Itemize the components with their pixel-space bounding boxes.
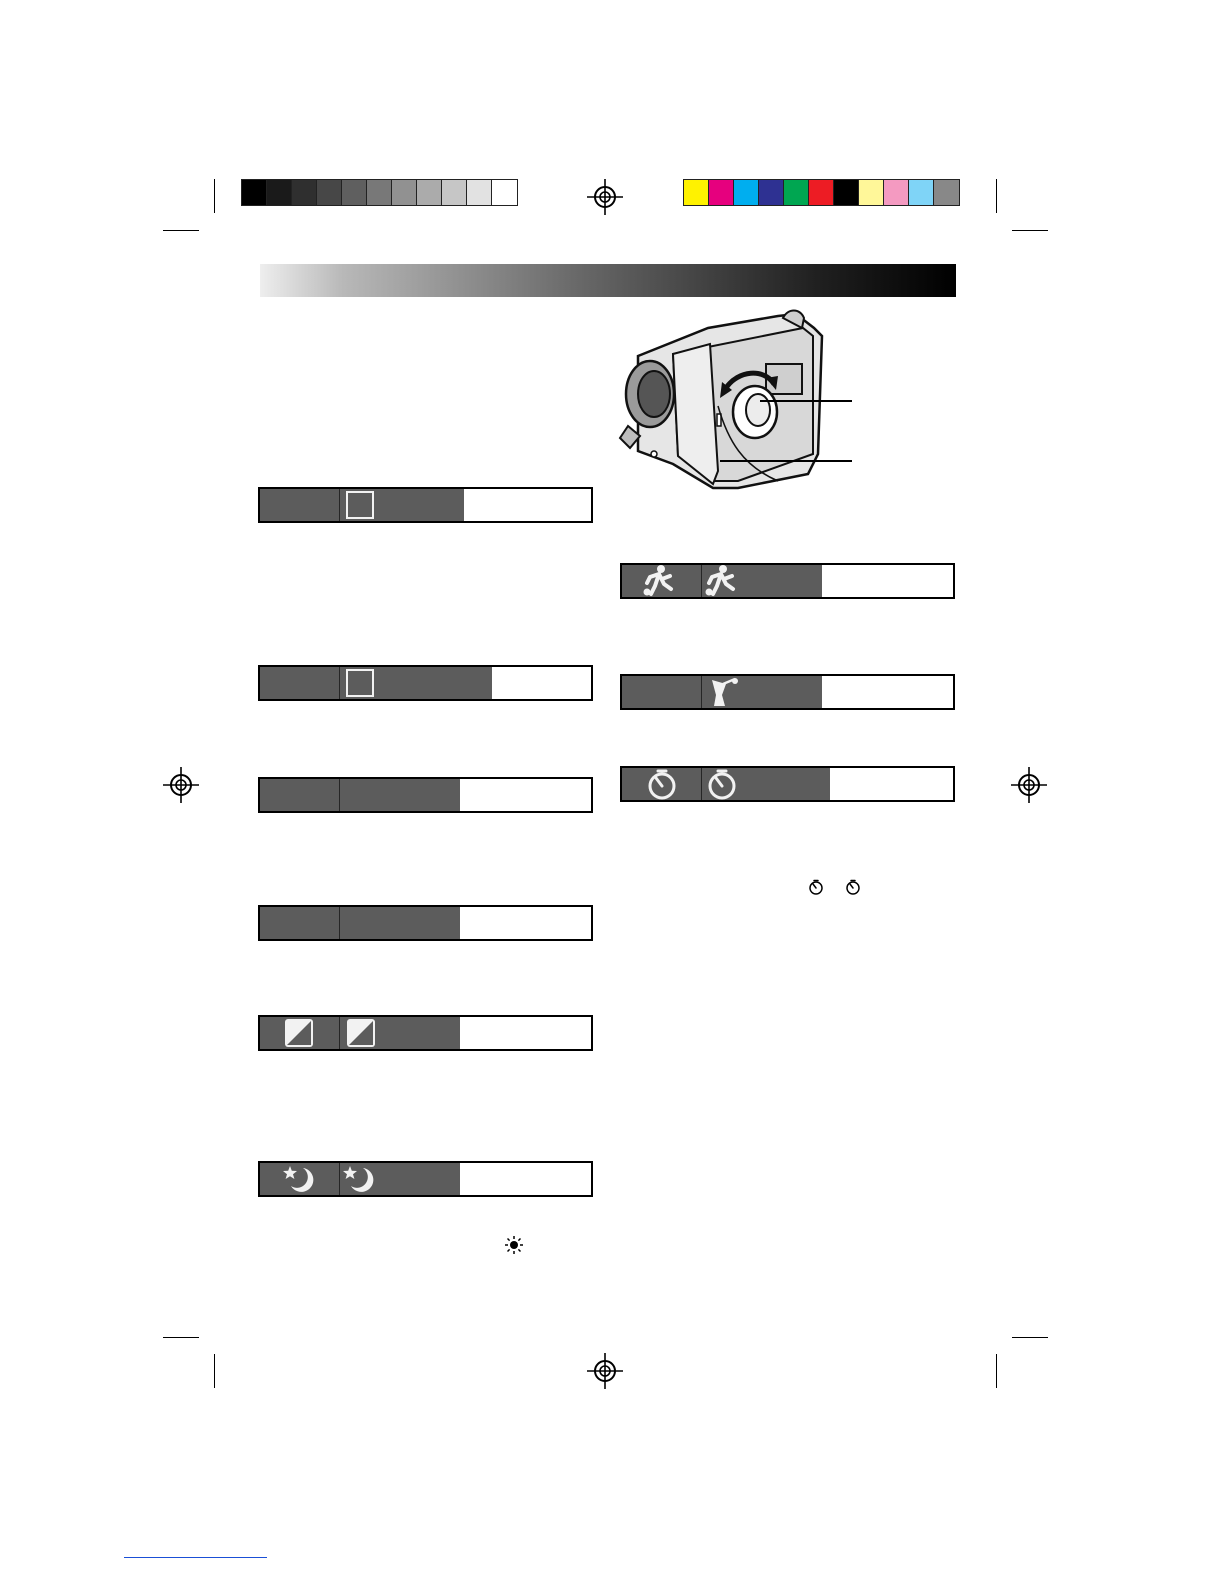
mode-bar-cell [622,676,702,708]
mode-bar-cell [702,768,830,800]
mode-bar [258,487,593,523]
gray-swatch [442,180,467,205]
color-swatch [709,180,734,205]
mode-bar-cell [340,667,492,699]
color-calibration-strip [683,179,960,206]
mode-bar [620,563,955,599]
gray-swatch [292,180,317,205]
callout-line [760,400,852,402]
mode-bar [258,905,593,941]
gray-swatch [417,180,442,205]
mode-bar [620,674,955,710]
mode-bar-cell [340,779,460,811]
gray-swatch [367,180,392,205]
mode-bar [258,665,593,701]
crop-mark [1012,1337,1048,1338]
color-swatch [834,180,859,205]
night-icon [282,1164,316,1194]
mode-bar-cell [260,489,340,521]
callout-line [720,460,852,462]
mode-bar-cell [260,907,340,939]
color-swatch [859,180,884,205]
color-swatch [884,180,909,205]
mode-bar-cell [260,667,340,699]
crop-mark [996,1354,997,1388]
mode-bar [258,1015,593,1051]
mode-bar [620,766,955,802]
square-icon [346,669,374,697]
timer-icon [845,879,861,895]
sun-icon [505,1236,523,1254]
gray-swatch [267,180,292,205]
mode-bar-cell [622,768,702,800]
square-icon [346,491,374,519]
color-swatch [934,180,959,205]
gray-swatch [317,180,342,205]
night-icon [342,1164,376,1194]
gray-swatch [492,180,517,205]
footer-rule [124,1557,267,1558]
crop-mark [214,179,215,213]
registration-mark-icon [587,1353,623,1389]
color-swatch [684,180,709,205]
crop-mark [163,230,199,231]
mode-bar [258,777,593,813]
color-swatch [809,180,834,205]
crop-mark [1012,230,1048,231]
mode-bar-cell [340,1163,460,1195]
color-swatch [759,180,784,205]
mode-bar-cell [702,565,822,597]
mode-bar-cell [260,1163,340,1195]
golf-swing-icon [708,675,740,709]
mode-bar-cell [702,676,822,708]
crop-mark [163,1337,199,1338]
backlight-icon [346,1018,376,1048]
crop-mark [996,179,997,213]
sports-icon [642,564,676,598]
timer-icon [808,879,824,895]
section-header-bar [260,264,956,297]
crop-mark [214,1354,215,1388]
backlight-icon [284,1018,314,1048]
mode-bar-cell [340,907,460,939]
mode-bar-cell [622,565,702,597]
registration-mark-icon [163,767,199,803]
registration-mark-icon [1011,767,1047,803]
gray-swatch [342,180,367,205]
mode-bar-cell [340,1017,460,1049]
gray-swatch [467,180,492,205]
grayscale-calibration-strip [241,179,518,206]
mode-bar-cell [260,1017,340,1049]
color-swatch [734,180,759,205]
sports-icon [704,564,738,598]
mode-bar-cell [260,779,340,811]
mode-bar [258,1161,593,1197]
timer-icon [646,768,678,800]
timer-icon [706,768,738,800]
color-swatch [784,180,809,205]
camcorder-illustration [618,306,858,492]
registration-mark-icon [587,179,623,215]
gray-swatch [242,180,267,205]
color-swatch [909,180,934,205]
mode-bar-cell [340,489,464,521]
gray-swatch [392,180,417,205]
